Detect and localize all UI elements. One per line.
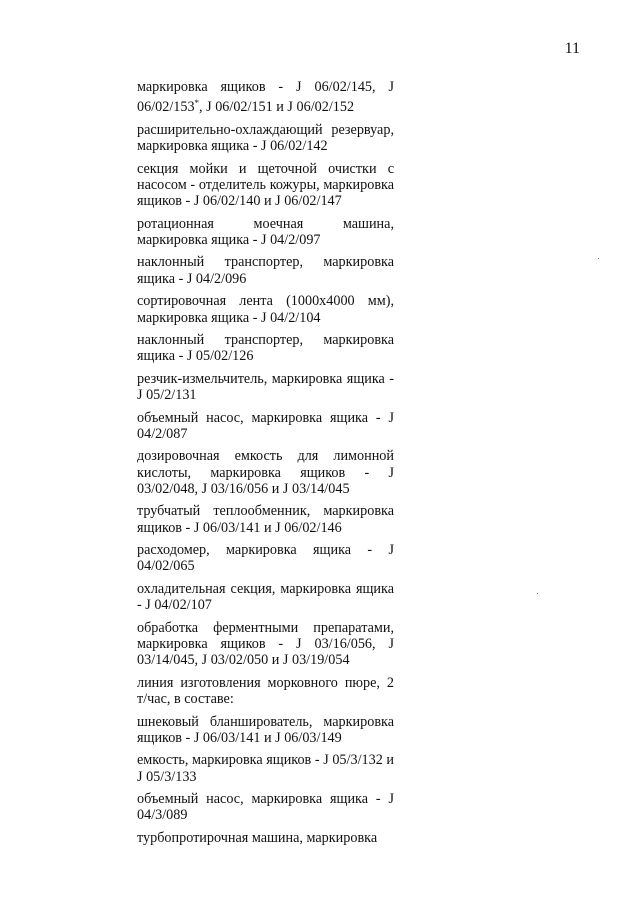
list-item: наклонный транспортер, маркировка ящика - J 04/2/096	[137, 254, 394, 287]
page-number: 11	[564, 40, 580, 57]
list-item: линия изготовления морковного пюре, 2 т/час, в составе:	[137, 674, 394, 708]
list-item: обработка ферментными препаратами, маркировка ящиков - J 03/16/056, J 03/14/045, J 03/02/050 и J 03/19/054	[137, 619, 394, 669]
document-body	[137, 79, 394, 846]
list-item: расширительно-охлаждающий резервуар, маркировка ящика - J 06/02/142	[137, 121, 394, 155]
list-item: трубчатый теплообменник, маркировка ящиков - J 06/03/141 и J 06/02/146	[137, 503, 394, 536]
list-item: секция мойки и щеточной очистки с насосом - отделитель кожуры, маркировка ящиков - J 06/02/140 и J 06/02/147	[137, 160, 394, 210]
list-item: шнековый бланширователь, маркировка ящиков - J 06/03/141 и J 06/03/149	[137, 713, 394, 746]
list-item: резчик-измельчитель, маркировка ящика - J 05/2/131	[137, 370, 394, 404]
list-item: емкость, маркировка ящиков - J 05/3/132 и J 05/3/133	[137, 752, 394, 785]
scan-speck	[537, 593, 538, 594]
list-item: объемный насос, маркировка ящика - J 04/2/087	[137, 409, 394, 442]
list-item: турбопротирочная машина, маркировка	[137, 829, 378, 846]
list-item: сортировочная лента (1000x4000 мм), маркировка ящика - J 04/2/104	[137, 293, 394, 326]
list-item: расходомер, маркировка ящика - J 04/02/065	[137, 542, 394, 575]
list-item: объемный насос, маркировка ящика - J 04/3/089	[137, 791, 394, 824]
list-item: охладительная секция, маркировка ящика - J 04/02/107	[137, 580, 394, 614]
list-item: наклонный транспортер, маркировка ящика - J 05/02/126	[137, 331, 394, 365]
list-item: ротационная моечная машина, маркировка ящика - J 04/2/097	[137, 215, 394, 248]
footnote-marker: *	[194, 98, 200, 109]
list-item: маркировка ящиков - J 06/02/145, J 06/02/153*, J 06/02/151 и J 06/02/152	[137, 79, 394, 116]
list-item: дозировочная емкость для лимонной кислоты, маркировка ящиков - J 03/02/048, J 03/16/056 и J 03/14/045	[137, 448, 394, 497]
scan-speck	[598, 258, 599, 259]
